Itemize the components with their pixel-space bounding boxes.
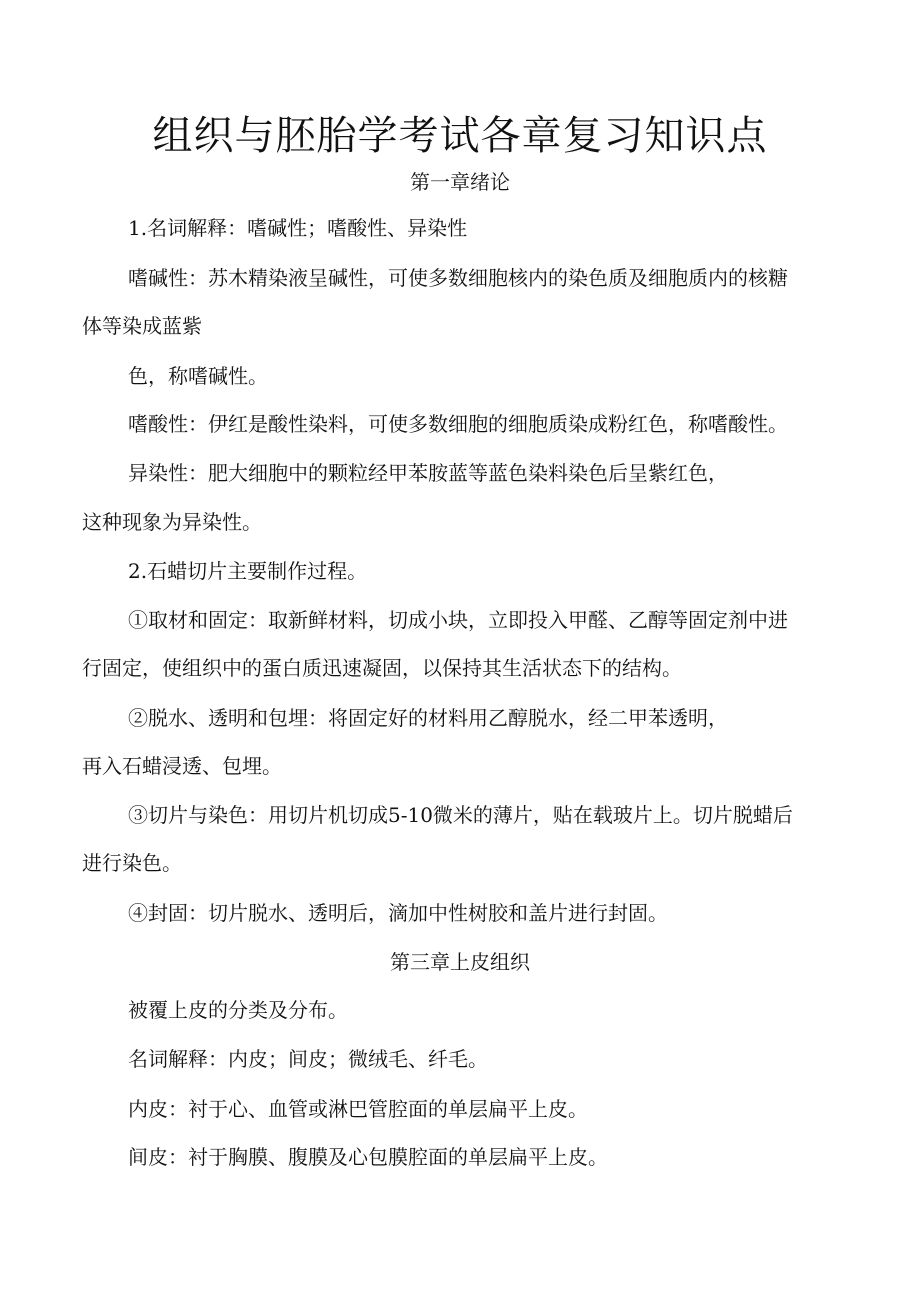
chapter1-question1: 1.名词解释：嗜碱性；嗜酸性、异染性 bbox=[128, 216, 468, 240]
mesothelium-paragraph: 间皮：衬于胸膜、腹膜及心包膜腔面的单层扁平上皮。 bbox=[128, 1145, 608, 1169]
step1-line1: ①取材和固定：取新鲜材料，切成小块，立即投入甲醛、乙醇等固定剂中进 bbox=[128, 608, 788, 632]
acidophil-paragraph: 嗜酸性：伊红是酸性染料，可使多数细胞的细胞质染成粉红色，称嗜酸性。 bbox=[128, 412, 788, 436]
metachromasia-paragraph-line2: 这种现象为异染性。 bbox=[82, 510, 262, 534]
step2-line2: 再入石蜡浸透、包埋。 bbox=[82, 754, 282, 778]
document-title: 组织与胚胎学考试各章复习知识点 bbox=[152, 113, 768, 159]
basophil-paragraph-line2: 体等染成蓝紫 bbox=[82, 314, 202, 338]
step3-line1: ③切片与染色：用切片机切成5-10微米的薄片，贴在载玻片上。切片脱蜡后 bbox=[128, 803, 793, 827]
basophil-paragraph-line1: 嗜碱性：苏木精染液呈碱性，可使多数细胞核内的染色质及细胞质内的核糖 bbox=[128, 266, 788, 290]
chapter1-heading: 第一章绪论 bbox=[410, 170, 510, 194]
endothelium-paragraph: 内皮：衬于心、血管或淋巴管腔面的单层扁平上皮。 bbox=[128, 1097, 588, 1121]
step1-line2: 行固定，使组织中的蛋白质迅速凝固，以保持其生活状态下的结构。 bbox=[82, 656, 682, 680]
step3-line2: 进行染色。 bbox=[82, 851, 182, 875]
chapter1-question2: 2.石蜡切片主要制作过程。 bbox=[128, 559, 368, 583]
chapter3-heading: 第三章上皮组织 bbox=[390, 950, 530, 974]
metachromasia-paragraph-line1: 异染性：肥大细胞中的颗粒经甲苯胺蓝等蓝色染料染色后呈紫红色， bbox=[128, 461, 728, 485]
step2-line1: ②脱水、透明和包埋：将固定好的材料用乙醇脱水，经二甲苯透明， bbox=[128, 706, 728, 730]
chapter3-question1: 被覆上皮的分类及分布。 bbox=[128, 998, 348, 1022]
chapter3-question2: 名词解释：内皮；间皮；微绒毛、纤毛。 bbox=[128, 1047, 488, 1071]
basophil-paragraph-line3: 色，称嗜碱性。 bbox=[128, 364, 268, 388]
step4-line: ④封固：切片脱水、透明后，滴加中性树胶和盖片进行封固。 bbox=[128, 901, 668, 925]
